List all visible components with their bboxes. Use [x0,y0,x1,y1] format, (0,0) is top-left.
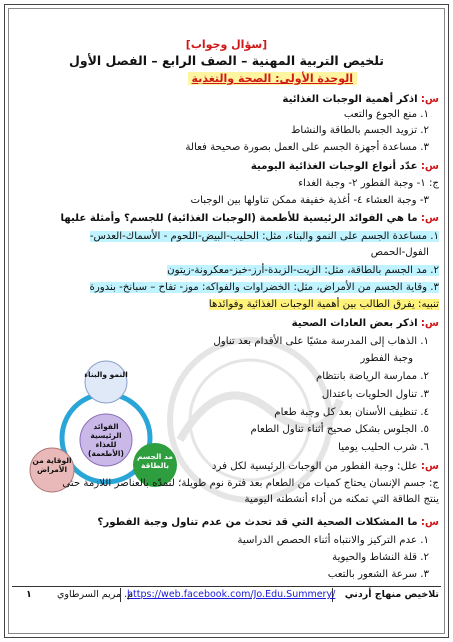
q4-answer-4: ٤. تنظيف الأسنان بعد كل وجبة طعام [274,407,429,418]
q4-answer-5: ٥. الجلوس بشكل صحيح أثناء تناول الطعام [250,424,429,435]
q3-answer-1-cont: الفول-الحمص [370,247,429,258]
question-2: س: عدّد أنواع الوجبات الغذائية اليومية [250,161,439,172]
page-number: ١ [26,589,32,600]
q6-answer-2: ٢. قلة النشاط والحيوية [332,552,429,563]
q5-answer-1: ج: جسم الإنسان يحتاج كميات من الطعام بعد فترة نوم طويلة؛ لتمدّه بالعناصر اللازمة حتى [62,478,439,489]
q1-answer-3: ٣. مساعدة أجهزة الجسم على العمل بصورة صحيحة فعالة [185,142,429,153]
document-tag: [سؤال وجواب] [185,38,268,51]
q5-answer-2: ينتج الطاقة التي تمكنه من أداء أنشطته اليومية [244,494,439,505]
unit-heading: الوحدة الأولى: الصحة والتغذية [188,72,357,85]
page-footer [12,586,441,602]
page-title: تلخيص التربية المهنية – الصف الرابع – الفصل الأول [68,53,384,68]
q3-answer-2: ٢. مد الجسم بالطاقة، مثل: الزيت-الزبدة-أرز-خبز-معكرونة-زيتون [167,265,439,276]
footer-link[interactable]: https://web.facebook.com/Jo.Edu.Summery/ [127,589,336,600]
diagram-label-energy: مد الجسم بالطاقة [137,452,173,470]
question-1: س: اذكر أهمية الوجبات الغذائية [282,94,439,105]
footer-author: م. مريم السرطاوي [57,589,133,600]
q3-answer-1: ١. مساعدة الجسم على النمو والبناء، مثل: الحليب-البيض-اللحوم - الأسماك-العدس- [89,231,439,242]
q1-answer-1: ١. منع الجوع والتعب [343,109,429,120]
q3-answer-3: ٣. وقاية الجسم من الأمراض، مثل: الخضراوات والفواكه: موز- تفاح – سبانخ- بندورة [89,282,439,293]
question-4: س: اذكر بعض العادات الصحية [291,318,439,329]
q2-answer-2: ٣- وجبة العشاء ٤- أغذية خفيفة ممكن تناولها بين الوجبات [190,195,429,206]
q6-answer-3: ٣. سرعة الشعور بالتعب [327,569,429,580]
q4-answer-1-cont: وجبة الفطور [360,353,413,364]
q4-answer-2: ٢. ممارسة الرياضة بانتظام [315,371,429,382]
diagram-label-growth: النمو والبناء [84,370,128,379]
diagram-label-center: الفوائد الرئيسية للغذاء (الأطعمة) [88,422,124,458]
note: تنبيه: يفرق الطالب بين أهمية الوجبات الغذائية وفوائدها [208,299,439,310]
q4-answer-1: ١. الذهاب إلى المدرسة مشيًا على الأقدام بعد تناول [213,336,429,347]
question-5: س: علل: وجبة الفطور من الوجبات الرئيسية لكل فرد [211,461,439,472]
q6-answer-1: ١. عدم التركيز والانتباه أثناء الحصص الدراسية [237,535,429,546]
question-6: س: ما المشكلات الصحية التي قد تحدث من عدم تناول وجبة الفطور؟ [97,517,439,528]
diagram-label-prevention: الوقاية من الأمراض [32,456,72,474]
question-3: س: ما هي الفوائد الرئيسية للأطعمة (الوجبات الغذائية) للجسم؟ وأمثلة عليها [60,213,439,224]
footer-brand: تلاخيص منهاج أردني [344,589,439,600]
q2-answer-1: ج: ١- وجبة الفطور ٢- وجبة الغداء [298,178,439,189]
q4-answer-3: ٣. تناول الحلويات باعتدال [321,389,429,400]
q4-answer-6: ٦. شرب الحليب يوميا [338,442,429,453]
q1-answer-2: ٢. تزويد الجسم بالطاقة والنشاط [291,125,429,136]
